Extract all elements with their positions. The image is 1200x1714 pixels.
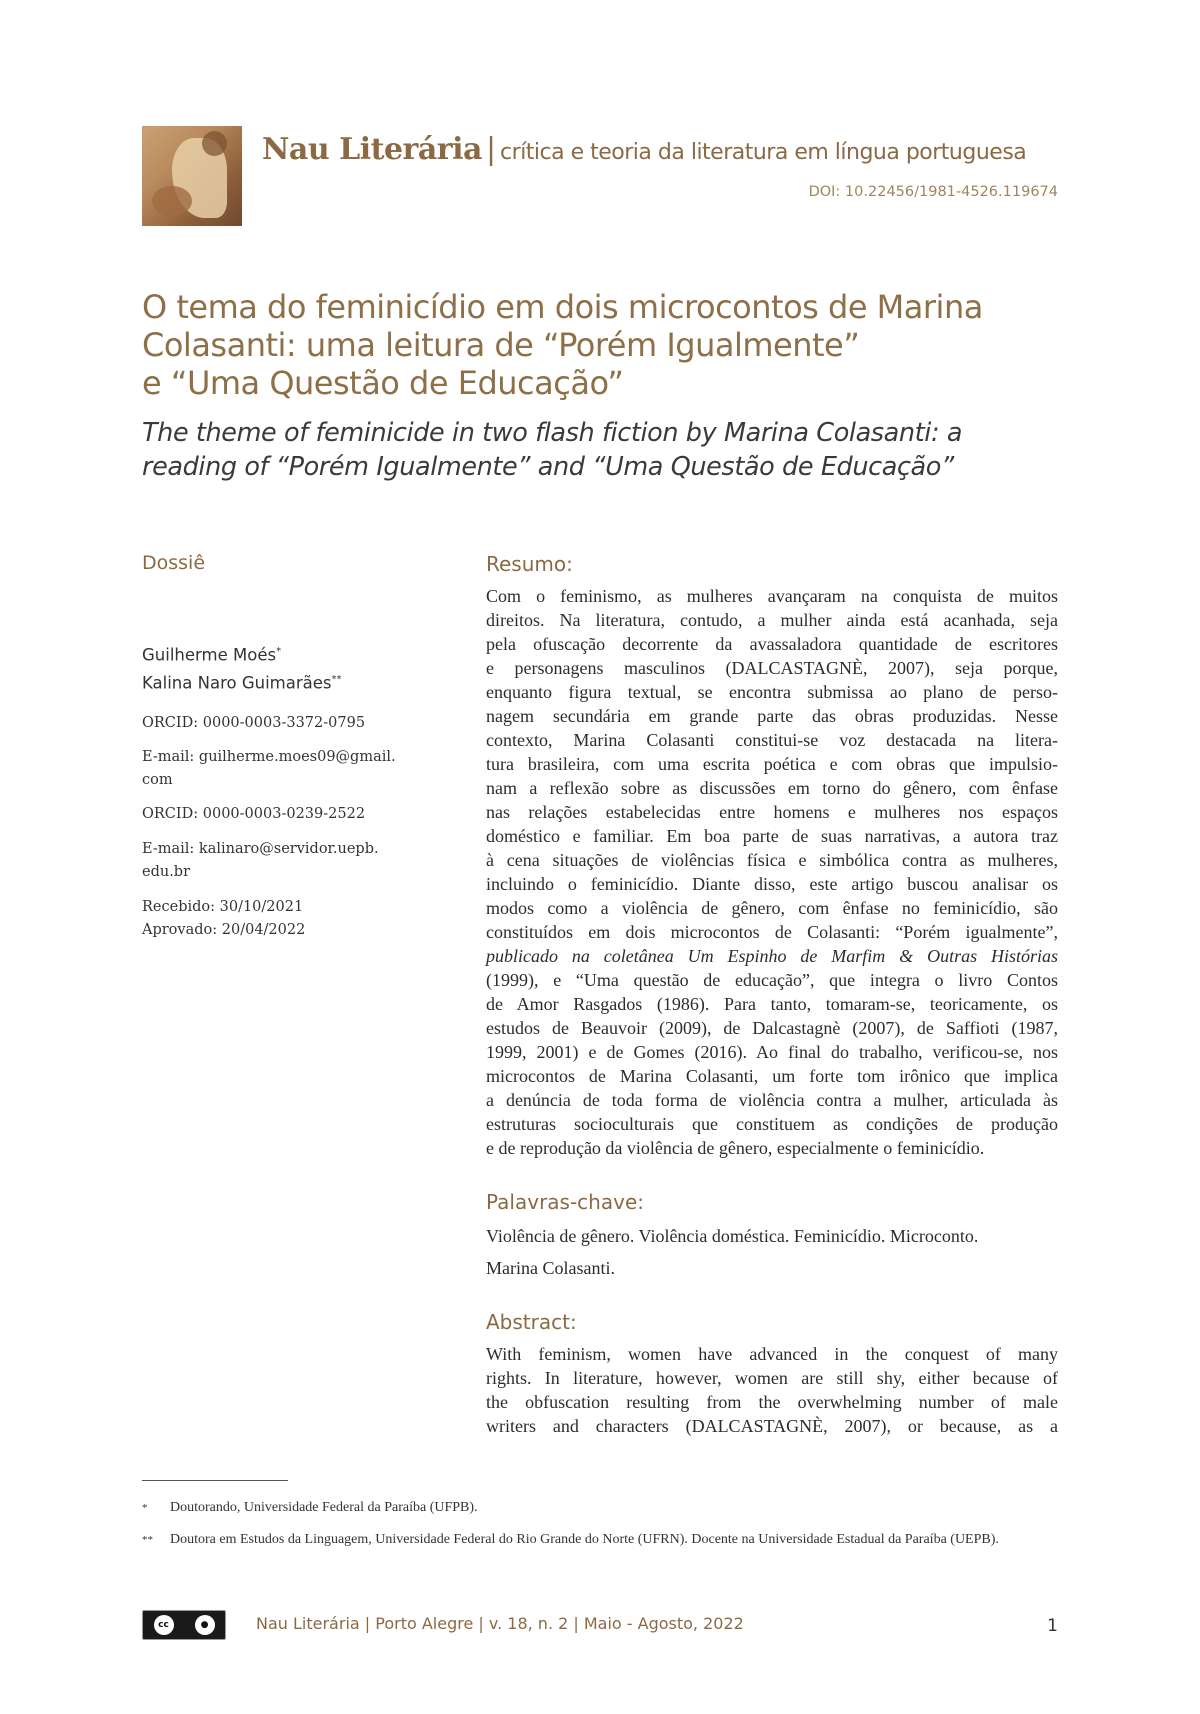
author-name: Kalina Naro Guimarães	[142, 673, 332, 692]
keywords-line: Violência de gênero. Violência doméstica. Feminicídio. Microconto.	[486, 1226, 979, 1246]
abstract-heading: Abstract:	[486, 1310, 577, 1334]
article-title-en	[142, 416, 1072, 484]
abstract-line: rights. In literature, however, women are still shy, either because of	[486, 1368, 1058, 1388]
email-author-1[interactable]	[142, 746, 442, 792]
footnote-text: Doutora em Estudos da Linguagem, Universidade Federal do Rio Grande do Norte (UFRN). Docente na Universidade Estadual da Paraíba (UEPB).	[170, 1532, 999, 1547]
email-line: edu.br	[142, 864, 191, 880]
resumo-line: e personagens masculinos (DALCASTAGNÈ, 2007), seja porque,	[486, 658, 1058, 678]
author-name: Guilherme Moés	[142, 645, 277, 665]
email-line: E-mail: kalinaro@servidor.uepb.	[142, 841, 379, 857]
resumo-line: 1999, 2001) e de Gomes (2016). Ao final do trabalho, verificou-se, nos	[486, 1042, 1058, 1062]
resumo-line: nam a reflexão sobre as discussões em torno do gênero, com ênfase	[486, 778, 1058, 798]
footnote-mark: **	[142, 1534, 153, 1546]
abstract-body	[486, 1342, 1058, 1438]
resumo-line: estruturas socioculturais que constituem as condições de produção	[486, 1114, 1058, 1134]
doi-link[interactable]: DOI: 10.22456/1981-4526.119674	[808, 184, 1058, 200]
page-number: 1	[1047, 1616, 1058, 1636]
resumo-body	[486, 584, 1058, 1160]
keywords-heading: Palavras-chave:	[486, 1190, 644, 1214]
footnote-1	[142, 1496, 1058, 1520]
footnote-divider	[142, 1480, 288, 1481]
resumo-line: incluindo o feminicídio. Diante disso, este artigo buscou analisar os	[486, 874, 1058, 894]
resumo-line: enquanto figura textual, se encontra submissa ao plano de perso-	[486, 682, 1058, 702]
section-label: Dossiê	[142, 552, 206, 574]
title-en-line: The theme of feminicide in two flash fiction by Marina Colasanti: a	[142, 418, 963, 448]
resumo-heading: Resumo:	[486, 552, 573, 576]
submission-dates	[142, 896, 442, 942]
title-pt-line: e “Uma Questão de Educação”	[142, 364, 624, 402]
resumo-line: a denúncia de toda forma de violência contra a mulher, articulada às	[486, 1090, 1058, 1110]
author-footnote-mark[interactable]: **	[331, 673, 342, 685]
resumo-line: publicado na coletânea Um Espinho de Marfim & Outras Histórias	[486, 946, 1058, 966]
journal-subtitle: crítica e teoria da literatura em língua portuguesa	[500, 140, 1027, 165]
article-title-pt	[142, 288, 1072, 402]
cc-icon: cc	[154, 1615, 174, 1635]
author	[142, 668, 342, 696]
resumo-line: doméstico e familiar. Em boa parte de suas narrativas, a autora traz	[486, 826, 1058, 846]
abstract-line: writers and characters (DALCASTAGNÈ, 2007), or because, as a	[486, 1416, 1058, 1436]
author	[142, 640, 342, 668]
resumo-line: constituídos em dois microcontos de Colasanti: “Porém igualmente”,	[486, 922, 1058, 942]
resumo-line: nagem secundária em grande parte das obras produzidas. Nesse	[486, 706, 1058, 726]
resumo-line: de Amor Rasgados (1986). Para tanto, tomaram-se, teoricamente, os	[486, 994, 1058, 1014]
journal-logo-image	[142, 126, 242, 226]
footnote-mark: *	[142, 1502, 148, 1514]
author-footnote-mark[interactable]: *	[276, 646, 282, 657]
resumo-line: Com o feminismo, as mulheres avançaram na conquista de muitos	[486, 586, 1058, 606]
by-icon: ●	[195, 1615, 215, 1635]
title-en-line: reading of “Porém Igualmente” and “Uma Questão de Educação”	[142, 452, 954, 482]
title-pt-line: Colasanti: uma leitura de “Porém Igualmente”	[142, 326, 860, 364]
resumo-line: direitos. Na literatura, contudo, a mulher ainda está acanhada, seja	[486, 610, 1058, 630]
resumo-line: (1999), e “Uma questão de educação”, que integra o livro Contos	[486, 970, 1058, 990]
journal-header	[262, 132, 1026, 167]
abstract-line: the obfuscation resulting from the overwhelming number of male	[486, 1392, 1058, 1412]
email-line: com	[142, 772, 173, 788]
footer-citation: Nau Literária | Porto Alegre | v. 18, n. 2 | Maio - Agosto, 2022	[256, 1614, 744, 1633]
resumo-line: à cena situações de violências física e simbólica contra as mulheres,	[486, 850, 1058, 870]
keywords-line: Marina Colasanti.	[486, 1258, 615, 1278]
orcid-author-2[interactable]: ORCID: 0000-0003-0239-2522	[142, 806, 366, 822]
journal-separator: |	[485, 132, 497, 167]
title-pt-line: O tema do feminicídio em dois microcontos de Marina	[142, 288, 983, 326]
resumo-line: microcontos de Marina Colasanti, um forte tom irônico que implica	[486, 1066, 1058, 1086]
email-author-2[interactable]	[142, 838, 442, 884]
orcid-author-1[interactable]: ORCID: 0000-0003-3372-0795	[142, 715, 366, 731]
resumo-line: contexto, Marina Colasanti constitui-se voz destacada na litera-	[486, 730, 1058, 750]
approved-date: Aprovado: 20/04/2022	[142, 922, 306, 938]
author-list	[142, 640, 342, 695]
resumo-line: e de reprodução da violência de gênero, especialmente o feminicídio.	[486, 1138, 985, 1158]
footnote-text: Doutorando, Universidade Federal da Paraíba (UFPB).	[170, 1500, 478, 1515]
resumo-line: nas relações estabelecidas entre homens e mulheres nos espaços	[486, 802, 1058, 822]
resumo-line: tura brasileira, com uma escrita poética e com obras que impulsio-	[486, 754, 1058, 774]
keywords-body	[486, 1220, 1058, 1284]
resumo-line: pela ofuscação decorrente da avassaladora quantidade de escritores	[486, 634, 1058, 654]
cc-by-license-icon[interactable]	[142, 1610, 226, 1640]
journal-name: Nau Literária	[262, 132, 482, 167]
footnote-2	[142, 1528, 1058, 1552]
email-line: E-mail: guilherme.moes09@gmail.	[142, 749, 396, 765]
resumo-line: modos como a violência de gênero, com ênfase no feminicídio, são	[486, 898, 1058, 918]
received-date: Recebido: 30/10/2021	[142, 899, 304, 915]
resumo-line: estudos de Beauvoir (2009), de Dalcastagnè (2007), de Saffioti (1987,	[486, 1018, 1058, 1038]
abstract-line: With feminism, women have advanced in the conquest of many	[486, 1344, 1058, 1364]
